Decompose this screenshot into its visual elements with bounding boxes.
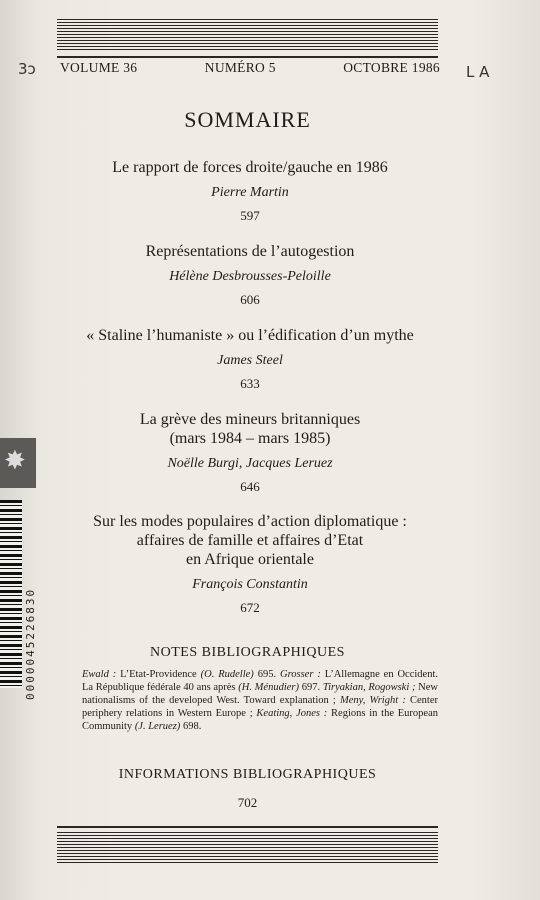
note-page: 695. xyxy=(253,669,280,680)
article-title: Le rapport de forces droite/gauche en 1986 xyxy=(112,159,388,176)
article-title: La grève des mineurs britanniques xyxy=(139,411,361,428)
notes-heading: NOTES BIBLIOGRAPHIQUES xyxy=(150,645,345,660)
bottom-rule xyxy=(57,826,438,828)
note-page: 697. xyxy=(299,682,323,693)
notes-body xyxy=(82,668,438,733)
article-title-line-2: affaires de famille et affaires d’Etat xyxy=(136,532,364,549)
page-title: SOMMAIRE xyxy=(184,107,311,132)
article-page: 646 xyxy=(240,479,260,494)
informations-heading: INFORMATIONS BIBLIOGRAPHIQUES xyxy=(118,767,377,782)
bottom-rules xyxy=(57,832,438,865)
article-author: Pierre Martin xyxy=(211,185,289,200)
library-stamp xyxy=(0,438,36,488)
star-icon: ✸ xyxy=(4,446,26,475)
issue-date: OCTOBRE 1986 xyxy=(343,60,440,75)
note-title: Center periphery relations in Western Europe ; xyxy=(82,695,438,719)
article-2 xyxy=(60,242,440,308)
note-author: Grosser : xyxy=(279,669,321,680)
article-title-line-2: (mars 1984 – mars 1985) xyxy=(169,430,331,447)
article-page: 672 xyxy=(240,600,260,615)
note-reviewer: (O. Rudelle) xyxy=(200,669,254,680)
barcode-digits: 0000045226830 xyxy=(24,587,37,700)
top-rules xyxy=(57,19,438,52)
article-title: « Staline l’humaniste » ou l’édification d’un mythe xyxy=(86,327,414,344)
article-4 xyxy=(60,410,440,495)
masthead xyxy=(60,60,440,76)
note-title: L’Etat-Providence xyxy=(116,669,201,680)
volume: VOLUME 36 xyxy=(60,60,138,75)
note-author: Keating, Jones : xyxy=(256,708,328,719)
article-5 xyxy=(60,512,440,616)
note-page: 698. xyxy=(180,721,202,732)
article-author: Noëlle Burgi, Jacques Leruez xyxy=(167,456,333,471)
note-title: Regions in the European Community xyxy=(82,708,438,732)
masthead-rule xyxy=(57,56,438,58)
article-title: Représentations de l’autogestion xyxy=(145,243,355,260)
article-author: François Constantin xyxy=(192,577,308,592)
note-reviewer: (J. Leruez) xyxy=(134,721,181,732)
note-title: L’Allemagne en Occident. La République fédérale 40 ans après xyxy=(82,669,438,693)
article-title: Sur les modes populaires d’action diplomatique : xyxy=(93,513,407,530)
informations-page: 702 xyxy=(237,795,258,810)
article-1 xyxy=(60,158,440,224)
article-title-line-3: en Afrique orientale xyxy=(186,551,314,568)
note-title: New nationalisms of the developed West. Toward explanation ; xyxy=(82,682,438,706)
article-author: James Steel xyxy=(217,353,283,368)
barcode xyxy=(0,500,22,688)
numero: NUMÉRO 5 xyxy=(204,60,276,75)
note-reviewer: (H. Ménudier) xyxy=(238,682,299,693)
handwritten-annotation-left: 3ɔ xyxy=(18,60,36,78)
note-author: Ewald : xyxy=(82,669,117,680)
article-page: 606 xyxy=(240,292,260,307)
note-author: Tiryakian, Rogowski ; xyxy=(322,682,416,693)
note-author: Meny, Wright : xyxy=(340,695,406,706)
handwritten-annotation-right: L A xyxy=(466,63,490,81)
article-page: 633 xyxy=(240,376,260,391)
article-author: Hélène Desbrousses-Peloille xyxy=(169,269,331,284)
article-page: 597 xyxy=(240,208,260,223)
article-3 xyxy=(60,326,440,392)
